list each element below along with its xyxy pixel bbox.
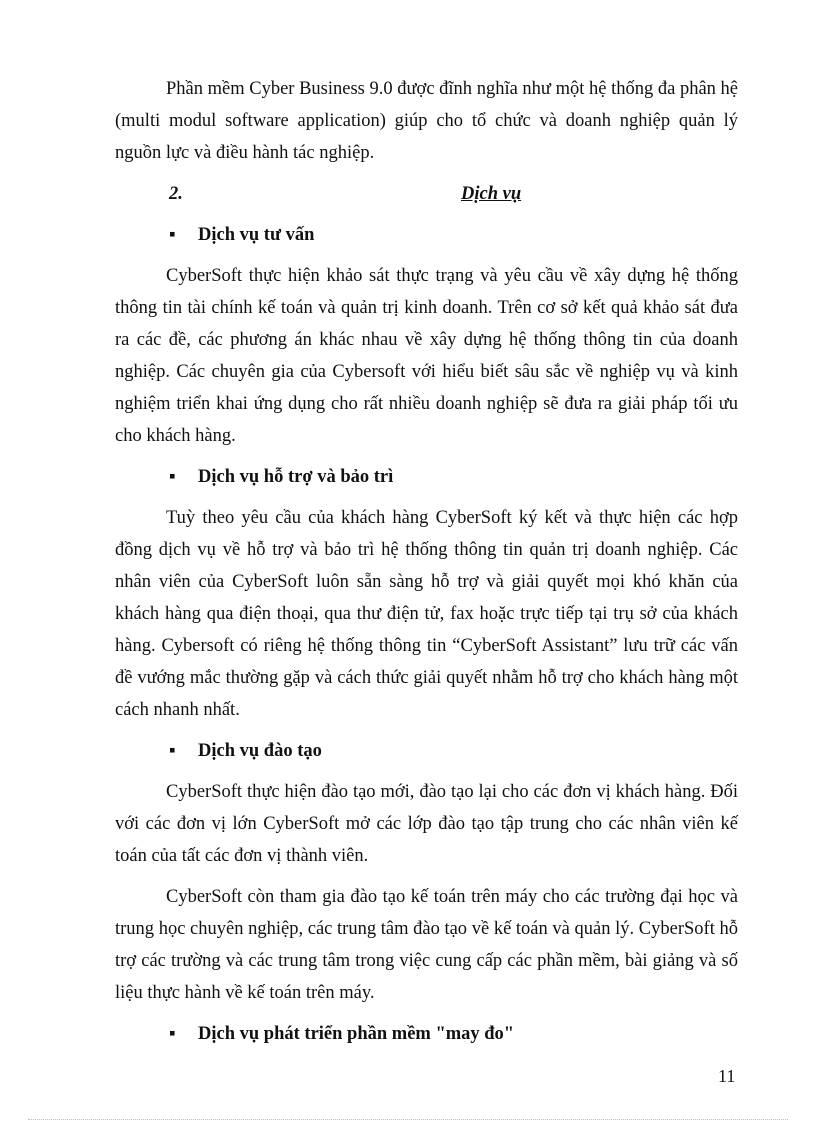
page-content — [115, 73, 738, 1059]
bullet-square-icon: ▪ — [169, 1024, 176, 1044]
bullet-heading-phat-trien — [115, 1018, 738, 1050]
footer-divider — [28, 1119, 788, 1120]
spacer — [115, 1009, 738, 1018]
intro-paragraph: Phần mềm Cyber Business 9.0 được đĩnh nghĩa như một hệ thống đa phân hệ (multi modul software application) giúp cho tổ chức và doanh nghiệp quản lý nguồn lực và điều hành tác nghiệp. — [115, 79, 738, 163]
bullet-square-icon: ▪ — [169, 467, 176, 487]
spacer — [115, 169, 738, 178]
spacer — [115, 872, 738, 881]
bullet-heading-tu-van — [115, 219, 738, 251]
section-heading — [115, 178, 738, 210]
bullet-heading-dao-tao — [115, 735, 738, 767]
bullet-heading-text: Dịch vụ phát triển phần mềm "may đo" — [198, 1024, 515, 1044]
dao-tao-paragraph-1: CyberSoft thực hiện đào tạo mới, đào tạo lại cho các đơn vị khách hàng. Đối với các đơn vị lớn CyberSoft mở các lớp đào tạo tập trung cho các nhân viên kế toán của tất các đơn vị thành viên. — [115, 782, 738, 866]
dao-tao-paragraph-2: CyberSoft còn tham gia đào tạo kế toán trên máy cho các trường đại học và trung học chuyên nghiệp, các trung tâm đào tạo về kế toán và quản lý. CyberSoft hỗ trợ các trường và các trung tâm trong việc cung cấp các phần mềm, bài giảng và số liệu thực hành về kế toán trên máy. — [115, 887, 738, 1003]
bullet-heading-text: Dịch vụ đào tạo — [198, 741, 322, 761]
spacer — [115, 452, 738, 461]
ho-tro-paragraph: Tuỳ theo yêu cầu của khách hàng CyberSoft ký kết và thực hiện các hợp đồng dịch vụ về hỗ trợ và bảo trì hệ thống thông tin quản trị doanh nghiệp. Các nhân viên của CyberSoft luôn sẵn sàng hỗ trợ và giải quyết mọi khó khăn của khách hàng qua điện thoại, qua thư điện tử, fax hoặc trực tiếp tại trụ sở của khách hàng. Cybersoft có riêng hệ thống thông tin “CyberSoft Assistant” lưu trữ các vấn đề vướng mắc thường gặp và cách thức giải quyết nhằm hỗ trợ cho khách hàng một cách nhanh nhất. — [115, 508, 738, 720]
section-number: 2. — [169, 184, 183, 204]
tu-van-paragraph: CyberSoft thực hiện khảo sát thực trạng và yêu cầu về xây dựng hệ thống thông tin tài chính kế toán và quản trị kinh doanh. Trên cơ sở kết quả khảo sát đưa ra các đề, các phương án khác nhau về xây dựng hệ thống thông tin của doanh nghiệp. Các chuyên gia của Cybersoft với hiểu biết sâu sắc về nghiệp vụ và kinh nghiệm triển khai ứng dụng cho rất nhiều doanh nghiệp sẽ đưa ra giải pháp tối ưu cho khách hàng. — [115, 266, 738, 446]
bullet-square-icon: ▪ — [169, 741, 176, 761]
bullet-heading-text: Dịch vụ hỗ trợ và bảo trì — [198, 467, 394, 487]
section-title: Dịch vụ — [461, 184, 522, 204]
page-number: 11 — [718, 1066, 736, 1086]
bullet-square-icon: ▪ — [169, 225, 176, 245]
spacer — [115, 726, 738, 735]
bullet-heading-text: Dịch vụ tư vấn — [198, 225, 315, 245]
bullet-heading-ho-tro — [115, 461, 738, 493]
